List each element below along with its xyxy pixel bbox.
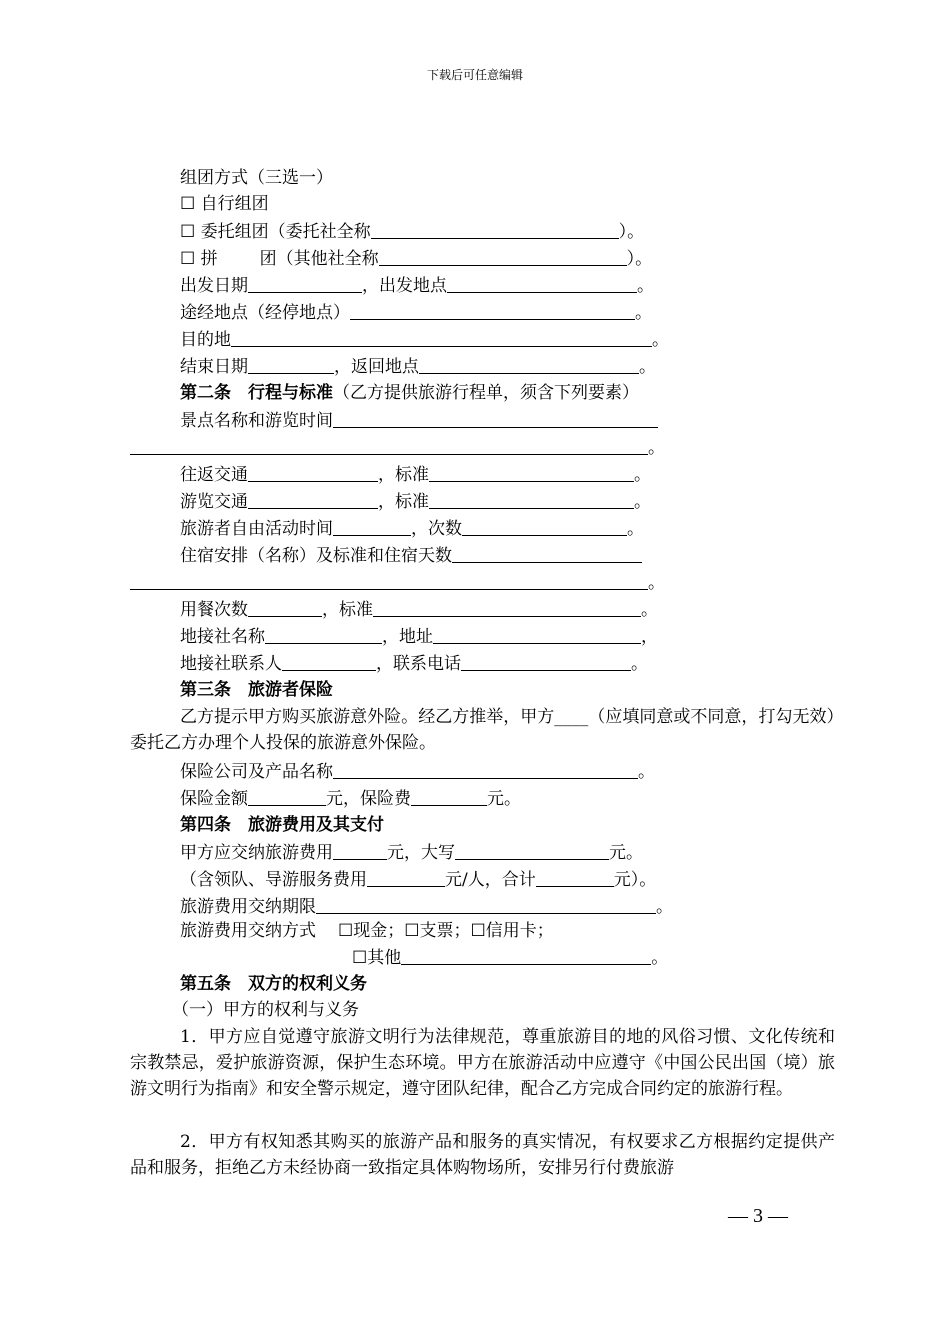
fee-included-line: （含领队、导游服务费用 元/人，合计 元）。 (180, 866, 656, 892)
tour-transport-line: 游览交通 ，标准 。 (180, 488, 651, 514)
lodging-line: 住宿安排（名称）及标准和住宿天数 (180, 542, 642, 568)
article-3-heading: 第三条 旅游者保险 (180, 680, 333, 700)
page-header: 下载后可任意编辑 (426, 68, 523, 82)
article-5-heading: 第五条 双方的权利义务 (180, 974, 367, 994)
round-trip-transport-line: 往返交通 ，标准 。 (180, 461, 651, 487)
group-mode-label: 组团方式（三选一） (180, 168, 333, 188)
end-line: 结束日期 ，返回地点 。 (180, 353, 656, 379)
sights-continuation: 。 (130, 434, 665, 460)
entrust-agency-blank (371, 218, 619, 239)
article-3-paragraph: 乙方提示甲方购买旅游意外险。经乙方推举，甲方____（应填同意或不同意，打勾无效）委托乙方办理个人投保的旅游意外保险。 (130, 707, 835, 753)
meals-line: 用餐次数 ，标准 。 (180, 596, 658, 622)
article-5-subheading: （一）甲方的权利与义务 (172, 1000, 359, 1020)
route-line: 途经地点（经停地点） 。 (180, 299, 652, 325)
insurance-amount-line: 保险金额 元，保险费 元。 (180, 785, 521, 811)
insurance-company-line: 保险公司及产品名称 。 (180, 758, 655, 784)
article-2-heading: 第二条 行程与标准（乙方提供旅游行程单，须含下列要素） (180, 383, 639, 403)
fee-deadline-line: 旅游费用交纳期限 。 (180, 893, 673, 919)
page-number: — 3 — (728, 1205, 788, 1227)
fee-method-other-line: ☐其他 。 (352, 944, 668, 970)
clause-2-paragraph: 2．甲方有权知悉其购买的旅游产品和服务的真实情况，有权要求乙方根据约定提供产品和服务，拒绝乙方未经协商一致指定具体购物场所，安排另行付费旅游 (130, 1132, 835, 1178)
local-agency-line: 地接社名称 ，地址 ， (180, 623, 658, 649)
option-entrust-group: ☐ 委托组团（委托社全称 ）。 (180, 218, 644, 244)
departure-line: 出发日期 ，出发地点 。 (180, 272, 654, 298)
option-joint-group: ☐ 拼 团（其他社全称 ）。 (180, 245, 652, 271)
lodging-continuation: 。 (130, 569, 665, 595)
destination-line: 目的地 。 (180, 326, 669, 352)
option-self-group: ☐ 自行组团 (180, 194, 269, 214)
article-4-heading: 第四条 旅游费用及其支付 (180, 815, 384, 835)
fee-line: 甲方应交纳旅游费用 元，大写 元。 (180, 839, 643, 865)
sights-line: 景点名称和游览时间 (180, 407, 658, 433)
other-agency-blank (379, 245, 627, 266)
local-contact-line: 地接社联系人 ，联系电话 。 (180, 650, 648, 676)
clause-1-paragraph: 1．甲方应自觉遵守旅游文明行为法律规范，尊重旅游目的地的风俗习惯、文化传统和宗教禁忌，爱护旅游资源，保护生态环境。甲方在旅游活动中应遵守《中国公民出国（境）旅游文明行为指南》和安全警示规定，遵守团队纪律，配合乙方完成合同约定的旅游行程。 (130, 1027, 835, 1099)
free-time-line: 旅游者自由活动时间 ，次数 。 (180, 515, 644, 541)
fee-method-line: 旅游费用交纳方式 ☐现金；☐支票；☐信用卡； (180, 921, 554, 941)
